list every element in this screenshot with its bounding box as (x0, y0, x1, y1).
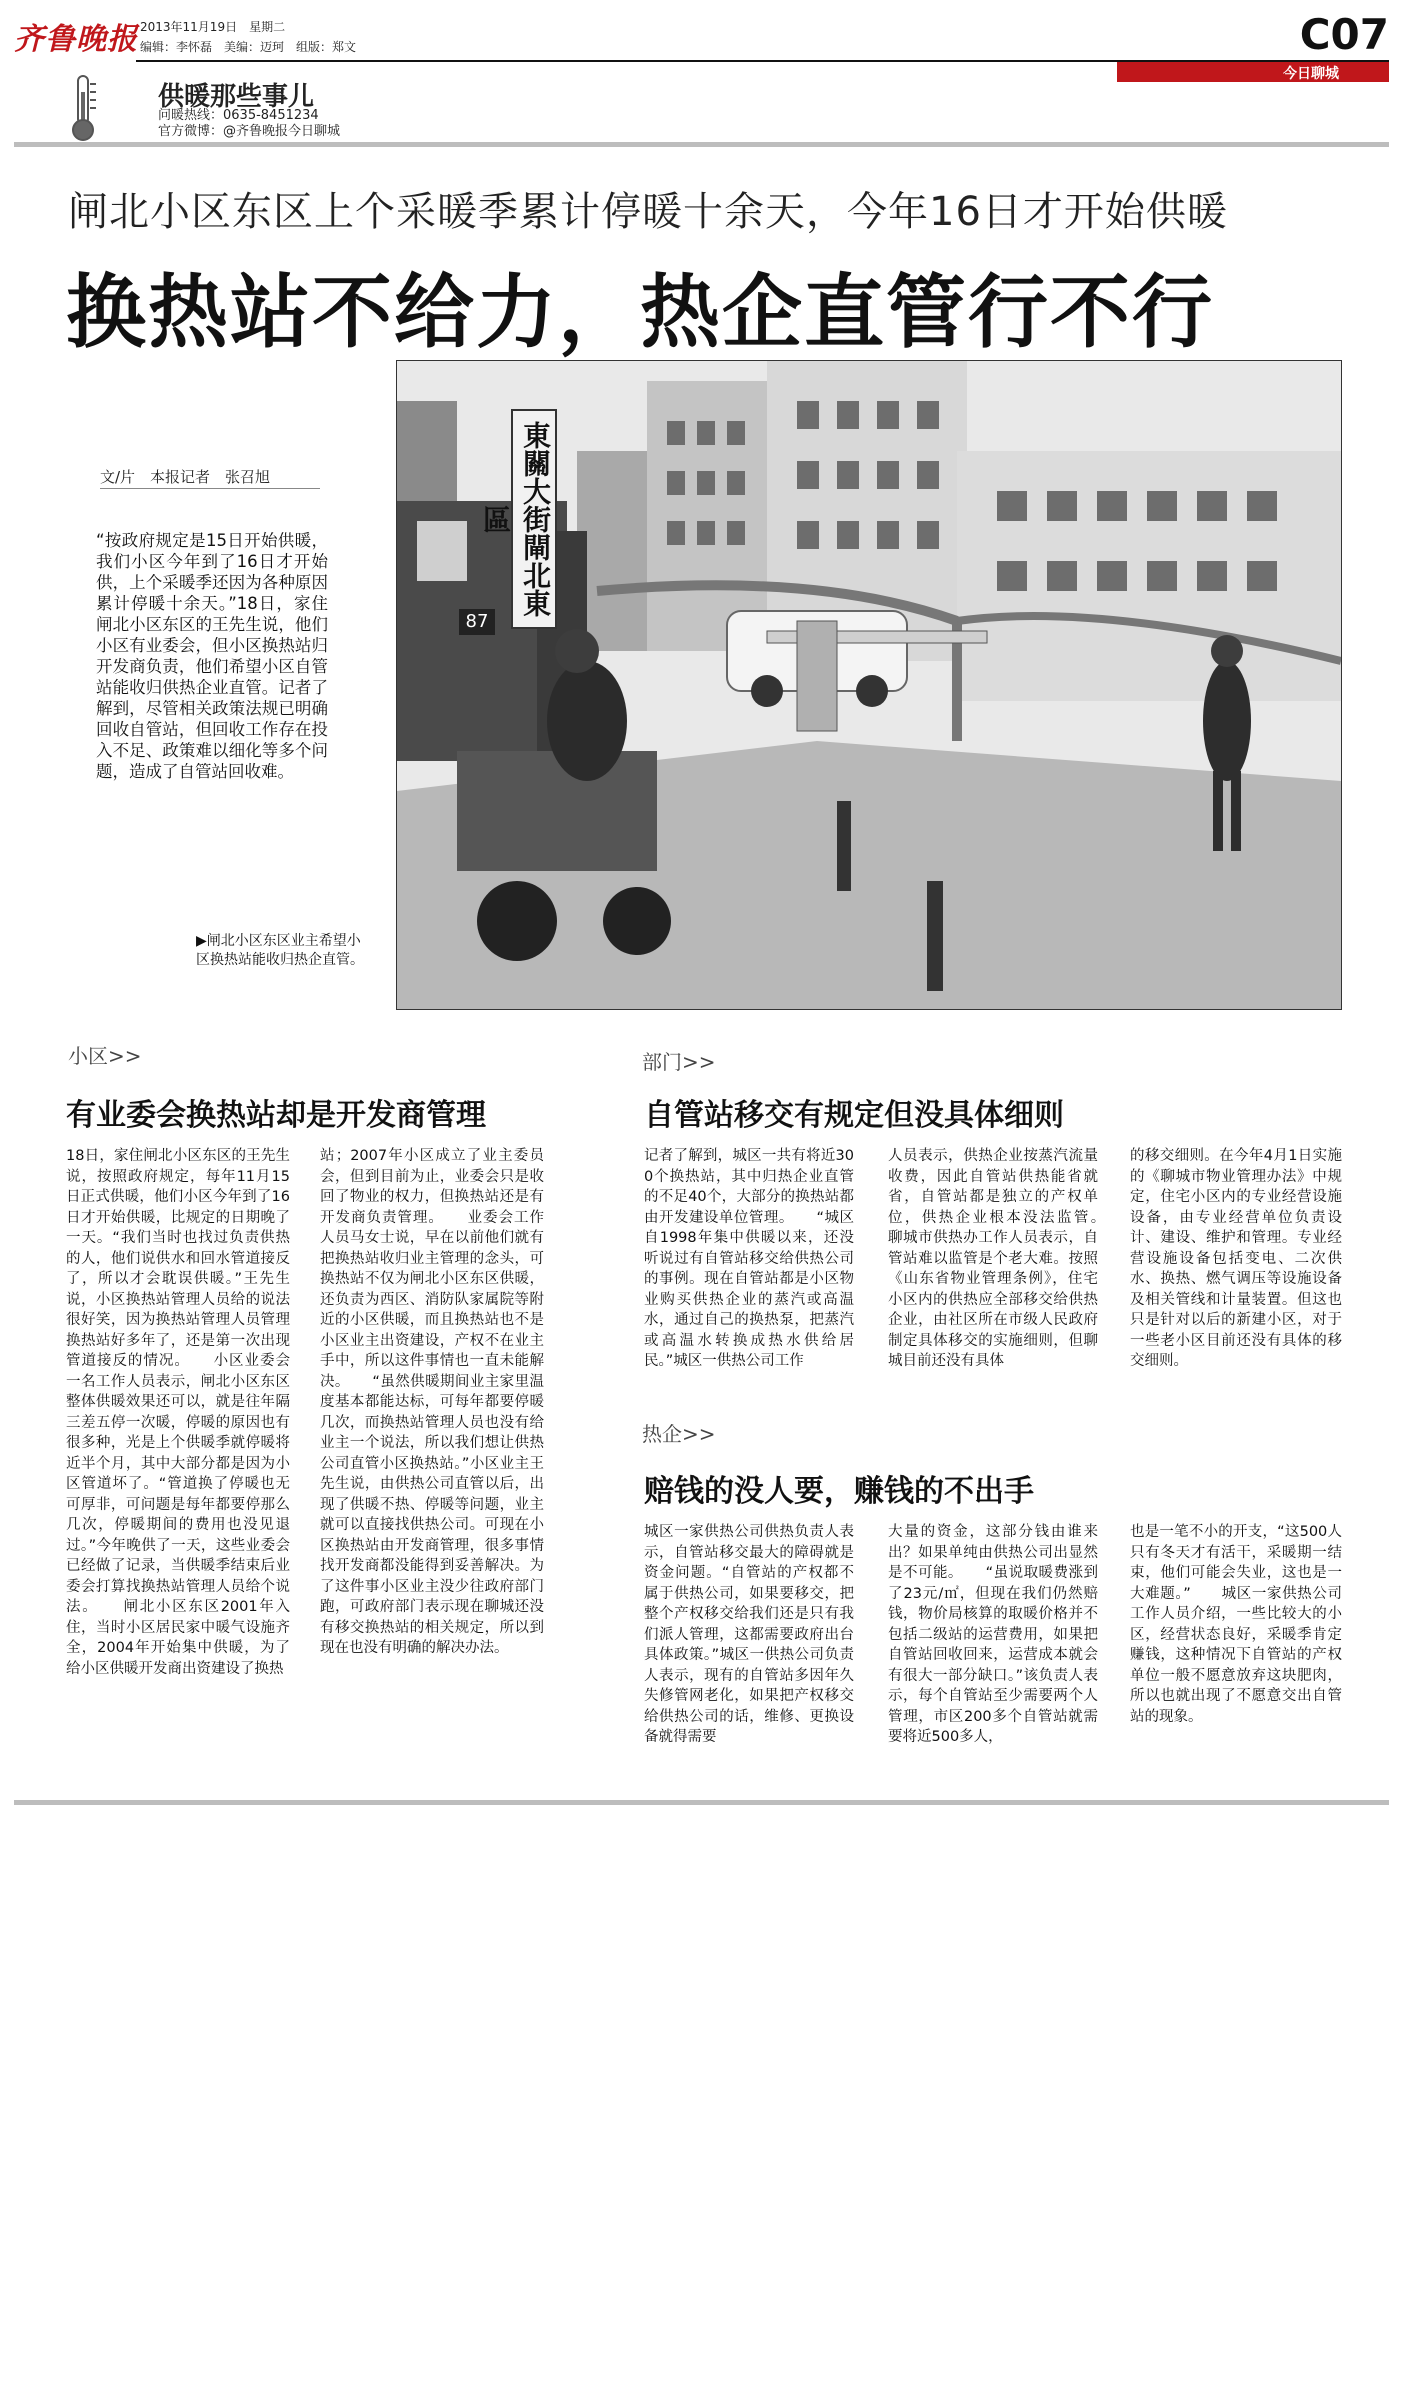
column-contact (158, 108, 340, 140)
weibo: 官方微博：@齐鲁晚报今日聊城 (158, 124, 341, 139)
body-column: 人员表示，供热企业按蒸汽流量收费，因此自管站供热能省就省，自管站都是独立的产权单位，供热企业根本没法监管。 聊城市供热办工作人员表示，自管站难以监管是个老大难。按照《山东省物业管理条例》，住宅小区内的供热应全部移交给供热企业，由社区所在市级人民政府制定具体移交的实施细则，但聊城目前还没有具体 (888, 1148, 1127, 1369)
gate-sign: 東關大街閘北東區 (511, 409, 557, 629)
issue-date: 2013年11月19日 星期二 (140, 20, 286, 34)
hotline: 问暖热线：0635-8451234 (158, 108, 319, 123)
news-photo (396, 360, 1342, 1010)
page-number: C07 (1299, 10, 1389, 59)
thermometer-icon (64, 72, 104, 144)
body-column: 也是一笔不小的开支，“这500人只有冬天才有活干，采暖期一结束，他们可能会失业，这也是一大难题。” 城区一家供热公司工作人员介绍，一些比较大的小区，经营状态良好，采暖季肯定赚钱，这种情况下自管站的产权单位一般不愿意放弃这块肥肉，所以也就出现了不愿意交出自管站的现象。 (1130, 1524, 1342, 1725)
banner-divider (14, 142, 1389, 147)
section-label: 今日聊城 (1283, 66, 1339, 82)
body-column: 站；2007年小区成立了业主委员会，但到目前为止，业委会只是收回了物业的权力，但换热站还是有开发商负责管理。 业委会工作人员马女士说，早在以前他们就有把换热站收归业主管理的念头，可换热站不仅为闸北小区东区供暖，还负责为西区、消防队家属院等附近的小区供暖，而且换热站也不是小区业主出资建设，产权不在业主手中，所以这件事情也一直未能解决。 “虽然供暖期间业主家里温度基本都能达标，可每年都要停暖几次，而换热站管理人员也没有给业主一个说法，所以我们想让供热公司直管小区换热站。”小区业主王先生说，由供热公司直管以后，出现了供暖不热、停暖等问题，业主就可以直接找供热公司。可现在小区换热站由开发商管理，很多事情找开发商都没能得到妥善解决。为了这件事小区业主没少往政府部门跑，可政府部门表示现在聊城还没有移交换热站的相关规定，所以到现在也没有明确的解决办法。 (320, 1148, 544, 1656)
section-heading-community: 有业委会换热站却是开发商管理 (66, 1098, 486, 1133)
column-title: 供暖那些事儿 (158, 82, 315, 112)
body-column: 大量的资金，这部分钱由谁来出？如果单纯由供热公司出显然是不可能。 “虽说取暖费涨到了23元/㎡，但现在我们仍然赔钱，物价局核算的取暖价格并不包括二级站的运营费用，如果把自管站回收回来，运营成本就会有很大一部分缺口。”该负责人表示，每个自管站至少需要两个人管理，市区200多个自管站就需要将近500多人， (888, 1524, 1098, 1745)
section-kicker-heating-company: 热企>> (642, 1422, 716, 1446)
article-headline: 换热站不给力，热企直管行不行 (66, 266, 1214, 359)
body-column: 城区一家供热公司供热负责人表示，自管站移交最大的障碍就是资金问题。“自管站的产权都不属于供热公司，如果要移交，把整个产权移交给我们还是只有我们派人管理，这都需要政府出台具体政策。”城区一供热公司负责人表示，现有的自管站多因年久失修管网老化，如果把产权移交给供热公司的话，维修、更换设备就得需要 (644, 1524, 854, 1745)
section-kicker-department: 部门>> (642, 1050, 716, 1074)
section-heading-heating-company: 赔钱的没人要，赚钱的不出手 (644, 1474, 1034, 1509)
house-number-plate: 87 (459, 609, 495, 635)
article-lead: “按政府规定是15日开始供暖，我们小区今年到了16日才开始供，上个采暖季还因为各种原因累计停暖十余天。”18日，家住闸北小区东区的王先生说，他们小区有业委会，但小区换热站归开发商负责，他们希望小区自管站能收归供热企业直管。记者了解到，尽管相关政策法规已明确回收自管站，但回收工作存在投入不足、政策难以细化等多个问题，造成了自管站回收难。 (96, 531, 328, 781)
section-banner (1117, 62, 1389, 82)
section-heading-department: 自管站移交有规定但没具体细则 (644, 1098, 1064, 1133)
body-column: 18日，家住闸北小区东区的王先生说，按照政府规定，每年11月15日正式供暖，他们小区今年到了16日才开始供暖，比规定的日期晚了一天。“我们当时也找过负责供热的人，他们说供水和回水管道接反了，所以才会耽误供暖。”王先生说，小区换热站管理人员给的说法很好笑，因为换热站管理人员管理换热站好多年了，还是第一次出现管道接反的情况。 小区业委会一名工作人员表示，闸北小区东区整体供暖效果还可以，就是往年隔三差五停一次暖，停暖的原因也有很多种，光是上个供暖季就停暖将近半个月，其中大部分都是因为小区管道坏了。“管道换了停暖也无可厚非，可问题是每年都要停那么几次，停暖期间的费用也没见退过。”今年晚供了一天，这些业委会已经做了记录，当供暖季结束后业委会打算找换热站管理人员给个说法。 闸北小区东区2001年入住，当时小区居民家中暖气设施齐全，2004年开始集中供暖，为了给小区供暖开发商出资建设了换热 (66, 1148, 290, 1677)
body-column: 的移交细则。在今年4月1日实施的《聊城市物业管理办法》中规定，住宅小区内的专业经营设施设备，由专业经营单位负责设计、建设、维护和管理。专业经营设施设备包括变电、二次供水、换热、燃气调压等设施设备及相关管线和计量装置。但这也只是针对以后的新建小区，对于一些老小区目前还没有具体的移交细则。 (1130, 1148, 1342, 1369)
newspaper-logo: 齐鲁晚报 (14, 22, 138, 57)
byline-rule (100, 488, 320, 489)
article-kicker: 闸北小区东区上个采暖季累计停暖十余天，今年16日才开始供暖 (68, 189, 1228, 235)
photo-caption: ▶闸北小区东区业主希望小区换热站能收归热企直管。 (196, 933, 364, 968)
byline: 文/片 本报记者 张召旭 (100, 468, 271, 486)
section-kicker-community: 小区>> (68, 1044, 142, 1068)
bottom-divider (14, 1800, 1389, 1805)
body-column: 记者了解到，城区一共有将近300个换热站，其中归热企业直管的不足40个，大部分的换热站都由开发建设单位管理。 “城区自1998年集中供暖以来，还没听说过有自管站移交给供热公司的事例。现在自管站都是小区物业购买供热企业的蒸汽或高温水，通过自己的换热泵，把蒸汽或高温水转换成热水供给居民。”城区一供热公司工作 (644, 1148, 854, 1369)
editor-credits: 编辑：李怀磊 美编：迈珂 组版：郑文 (140, 40, 357, 54)
